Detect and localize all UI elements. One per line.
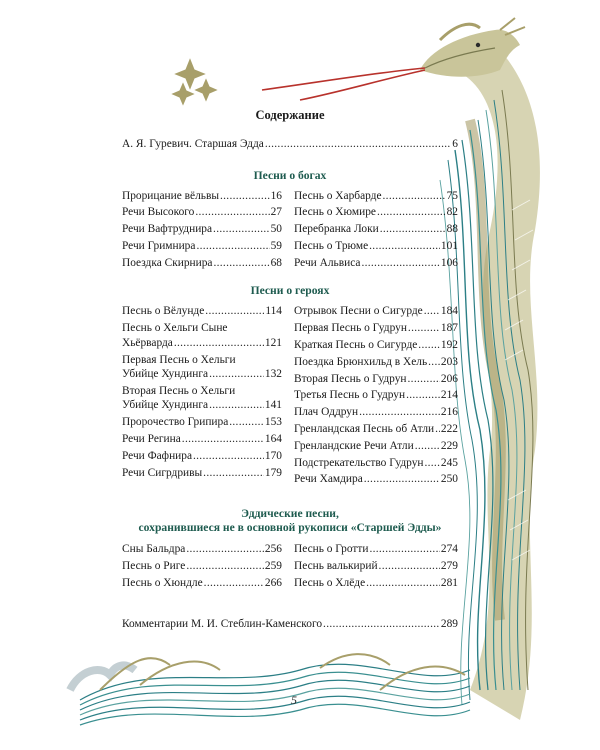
entry-title: Краткая Песнь о Сигурде [294, 339, 418, 352]
dot-leader [229, 415, 264, 430]
toc-entry[interactable] [294, 321, 458, 336]
left-column [122, 304, 282, 489]
entry-title: Песнь о Трюме [294, 239, 369, 252]
dot-leader [359, 405, 440, 420]
section-eddic [122, 542, 458, 592]
entry-title: Первая Песнь о Гудрун [294, 322, 407, 335]
entry-title: Гренландские Речи Атли [294, 439, 414, 452]
dot-leader [366, 576, 440, 591]
entry-page: 16 [270, 189, 282, 202]
dot-leader [196, 239, 269, 254]
dot-leader [361, 256, 439, 271]
entry-title: Песнь валькирий [294, 560, 378, 573]
dragon-tongue [262, 68, 425, 100]
entry-page: 101 [440, 239, 458, 252]
entry-page: 121 [264, 336, 282, 349]
dot-leader [369, 542, 439, 557]
left-column [122, 189, 282, 273]
section-gods [122, 189, 458, 273]
dot-leader [265, 137, 451, 152]
dot-leader [418, 338, 440, 353]
toc-entry[interactable] [122, 205, 282, 220]
toc-entry[interactable] [122, 321, 282, 350]
entry-page: 75 [446, 189, 458, 202]
section-heroes [122, 304, 458, 489]
entry-title: Сны Бальдра [122, 543, 186, 556]
dot-leader [186, 559, 264, 574]
entry-title: Подстрекательство Гудрун [294, 456, 424, 469]
entry-title: Прорицание вёльвы [122, 189, 219, 202]
toc-entry[interactable] [122, 466, 282, 481]
entry-title: Поездка Скирнира [122, 256, 213, 269]
toc-entry-intro[interactable] [122, 137, 458, 152]
stars-decoration [173, 60, 216, 104]
entry-title: Речи Регина [122, 432, 181, 445]
dot-leader [424, 304, 440, 319]
dot-leader [383, 189, 446, 204]
entry-page: 187 [440, 322, 458, 335]
entry-title: Песнь о Вёлунде [122, 305, 205, 318]
entry-page: 27 [270, 206, 282, 219]
section-heading-eddic [122, 507, 458, 535]
toc-entry[interactable] [294, 304, 458, 319]
entry-title: Речи Сигрдривы [122, 466, 203, 479]
entry-title: Речи Альвиса [294, 256, 361, 269]
entry-page: 259 [264, 560, 282, 573]
entry-title-cont: Хьёрварда [122, 336, 173, 349]
toc-entry[interactable] [294, 189, 458, 204]
toc-entry[interactable] [294, 542, 458, 557]
entry-title: Поездка Брюнхильд в Хель [294, 355, 428, 368]
entry-page: 50 [270, 223, 282, 236]
dot-leader [379, 559, 440, 574]
dot-leader [364, 472, 440, 487]
entry-title: Гренландская Песнь об Атли [294, 423, 435, 436]
entry-title: Перебранка Локи [294, 223, 379, 236]
entry-page: 274 [440, 543, 458, 556]
dot-leader [220, 189, 270, 204]
entry-title-cont: Убийце Хундинга [122, 368, 209, 381]
toc-entry[interactable] [294, 205, 458, 220]
dot-leader [209, 398, 264, 413]
dot-leader [428, 355, 440, 370]
page-title: Содержание [255, 108, 325, 122]
dot-leader [415, 439, 440, 454]
entry-title: Песнь о Риге [122, 560, 186, 573]
toc-entry[interactable] [122, 449, 282, 464]
dot-leader [205, 304, 264, 319]
entry-title: Песнь о Хлёде [294, 576, 366, 589]
entry-page: 250 [440, 473, 458, 486]
toc-entry[interactable] [122, 415, 282, 430]
entry-page: 289 [440, 617, 458, 630]
entry-title: Песнь о Харбарде [294, 189, 382, 202]
entry-page: 281 [440, 576, 458, 589]
dot-leader [204, 576, 264, 591]
toc-entry[interactable] [122, 239, 282, 254]
toc-entry[interactable] [294, 422, 458, 437]
toc-entry[interactable] [294, 576, 458, 591]
toc-entry[interactable] [122, 353, 282, 382]
entry-title: Плач Оддрун [294, 406, 359, 419]
entry-page: 192 [440, 339, 458, 352]
dot-leader [369, 239, 440, 254]
entry-page: 59 [270, 239, 282, 252]
dot-leader [186, 542, 264, 557]
entry-title: Речи Фафнира [122, 449, 193, 462]
toc-entry[interactable] [122, 222, 282, 237]
entry-title: Вторая Песнь о Гудрун [294, 372, 407, 385]
toc-entry[interactable] [294, 388, 458, 403]
toc-entry[interactable] [122, 576, 282, 591]
toc-entry[interactable] [122, 432, 282, 447]
toc-entry[interactable] [122, 189, 282, 204]
entry-page: 179 [264, 466, 282, 479]
toc-entry[interactable] [122, 559, 282, 574]
entry-page: 106 [440, 256, 458, 269]
entry-page: 141 [264, 399, 282, 412]
dot-leader [408, 321, 440, 336]
toc-entry[interactable] [294, 222, 458, 237]
right-column [294, 189, 458, 273]
entry-title: Речи Гримнира [122, 239, 196, 252]
dot-leader [406, 388, 440, 403]
entry-page: 216 [440, 406, 458, 419]
entry-title: Пророчество Грипира [122, 416, 229, 429]
entry-title: Речи Хамдира [294, 473, 363, 486]
entry-page: 88 [446, 223, 458, 236]
dot-leader [380, 222, 446, 237]
toc-entry[interactable] [294, 239, 458, 254]
toc-entry[interactable] [294, 439, 458, 454]
entry-page: 170 [264, 449, 282, 462]
entry-page: 68 [270, 256, 282, 269]
entry-page: 153 [264, 416, 282, 429]
dot-leader [408, 372, 440, 387]
dot-leader [174, 336, 264, 351]
dot-leader [203, 466, 264, 481]
entry-page: 184 [440, 305, 458, 318]
entry-title: Речи Высокого [122, 206, 195, 219]
entry-page: 245 [440, 456, 458, 469]
entry-title: Речи Вафтруднира [122, 223, 213, 236]
section-heading-line2: сохранившиеся не в основной рукописи «Старшей Эдды» [138, 521, 442, 535]
right-column [294, 304, 458, 489]
entry-page: 279 [440, 560, 458, 573]
entry-page: 214 [440, 389, 458, 402]
dot-leader [213, 222, 270, 237]
entry-title: Песнь о Хельги Сыне [122, 322, 228, 335]
dot-leader [323, 617, 440, 632]
entry-title: Песнь о Хюндле [122, 576, 203, 589]
section-heading-gods: Песни о богах [253, 168, 327, 182]
entry-title: А. Я. Гуревич. Старшая Эдда [122, 138, 264, 150]
entry-page: 222 [440, 423, 458, 436]
entry-page: 164 [264, 432, 282, 445]
section-heading-line1: Эддические песни, [241, 507, 339, 521]
entry-page: 229 [440, 439, 458, 452]
dot-leader [209, 367, 264, 382]
left-column [122, 542, 282, 592]
toc-entry[interactable] [294, 405, 458, 420]
toc-entry[interactable] [294, 372, 458, 387]
entry-title: Первая Песнь о Хельги [122, 353, 236, 366]
toc-entry[interactable] [294, 472, 458, 487]
entry-title: Вторая Песнь о Хельги [122, 384, 236, 397]
waves-decoration [70, 654, 470, 725]
dot-leader [424, 456, 439, 471]
dot-leader [193, 449, 264, 464]
entry-title: Комментарии М. И. Стеблин-Каменского [122, 617, 323, 630]
entry-page: 266 [264, 576, 282, 589]
toc-entry[interactable] [122, 256, 282, 271]
toc-entry[interactable] [122, 304, 282, 319]
entry-page: 132 [264, 368, 282, 381]
toc-entry[interactable] [294, 355, 458, 370]
entry-page: 256 [264, 543, 282, 556]
toc-entry[interactable] [294, 456, 458, 471]
entry-page: 206 [440, 372, 458, 385]
toc-entry[interactable] [294, 338, 458, 353]
page-number: 5 [291, 693, 297, 707]
toc-entry[interactable] [294, 256, 458, 271]
table-of-contents [122, 108, 458, 631]
dot-leader [213, 256, 269, 271]
dot-leader [195, 205, 269, 220]
toc-entry[interactable] [122, 542, 282, 557]
dot-leader [182, 432, 264, 447]
entry-title: Песнь о Хюмире [294, 206, 376, 219]
entry-page: 203 [440, 355, 458, 368]
right-column [294, 542, 458, 592]
entry-title: Песнь о Гротти [294, 543, 369, 556]
entry-page: 82 [446, 206, 458, 219]
section-heading-heroes: Песни о героях [250, 284, 330, 298]
toc-entry-comments[interactable] [122, 617, 458, 632]
entry-title-cont: Убийце Хундинга [122, 399, 209, 412]
entry-title: Отрывок Песни о Сигурде [294, 305, 423, 318]
entry-page: 6 [452, 138, 458, 150]
toc-entry[interactable] [122, 384, 282, 413]
dot-leader [435, 422, 440, 437]
dot-leader [377, 205, 446, 220]
entry-page: 114 [265, 305, 282, 318]
entry-title: Третья Песнь о Гудрун [294, 389, 406, 402]
toc-entry[interactable] [294, 559, 458, 574]
